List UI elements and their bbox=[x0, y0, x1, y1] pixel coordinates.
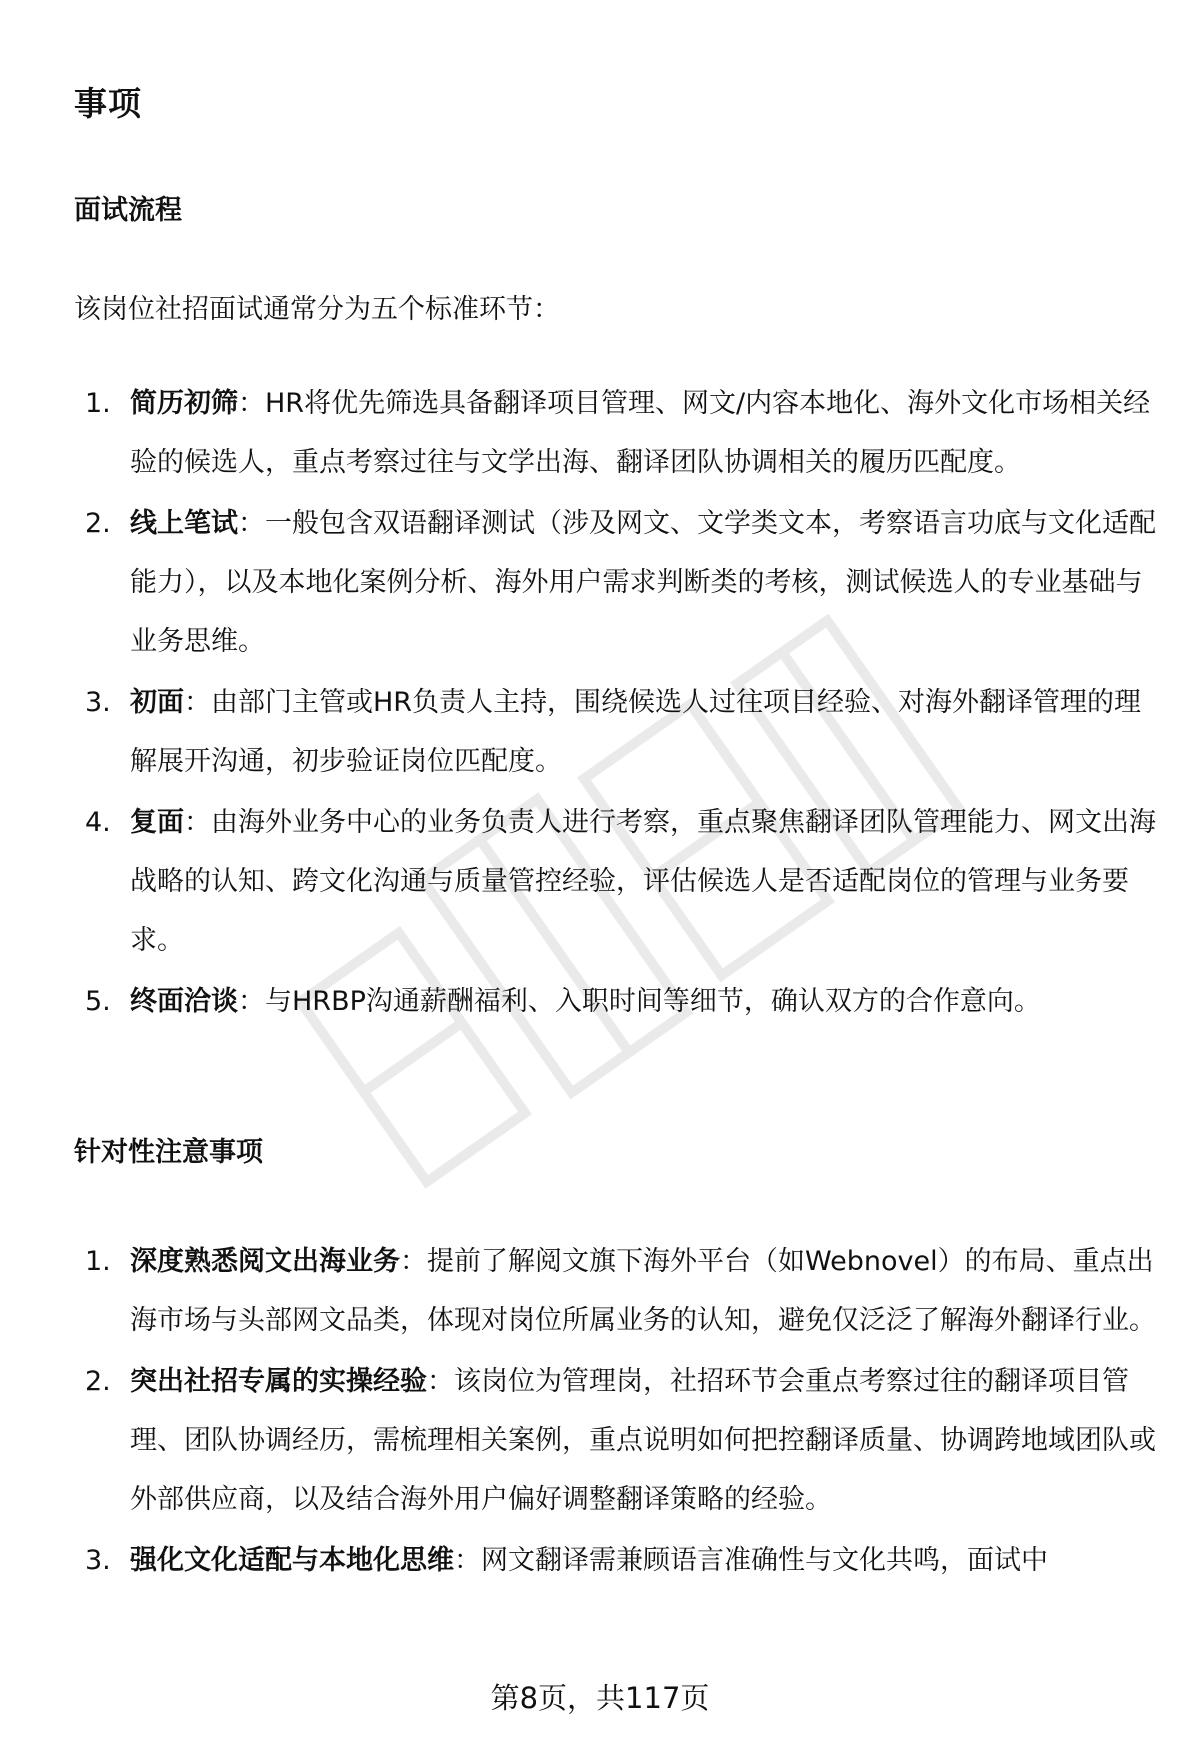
list-item bbox=[74, 793, 1164, 970]
list-text: ：HR将优先筛选具备翻译项目管理、网文/内容本地化、海外文化市场相关经验的候选人，重点考察过往与文学出海、翻译团队协调相关的履历匹配度。 bbox=[130, 388, 1151, 478]
list-item bbox=[74, 1232, 1164, 1350]
list-text: ：由海外业务中心的业务负责人进行考察，重点聚焦翻译团队管理能力、网文出海战略的认知、跨文化沟通与质量管控经验，评估候选人是否适配岗位的管理与业务要求。 bbox=[130, 807, 1156, 956]
list-number: 3. bbox=[85, 1545, 111, 1576]
list-term: 线上笔试 bbox=[130, 508, 238, 539]
list-number: 1. bbox=[85, 388, 111, 419]
list-item bbox=[74, 1531, 1164, 1590]
list-text: ：该岗位为管理岗，社招环节会重点考察过往的翻译项目管理、团队协调经历，需梳理相关案例，重点说明如何把控翻译质量、协调跨地域团队或外部供应商，以及结合海外用户偏好调整翻译策略的经验。 bbox=[130, 1366, 1156, 1515]
list-text: ：由部门主管或HR负责人主持，围绕候选人过往项目经验、对海外翻译管理的理解展开沟通，初步验证岗位匹配度。 bbox=[130, 687, 1142, 777]
list-number: 4. bbox=[85, 807, 111, 838]
section-heading-interview-process: 面试流程 bbox=[74, 195, 182, 226]
list-item bbox=[74, 374, 1164, 492]
section-intro: 该岗位社招面试通常分为五个标准环节： bbox=[74, 294, 560, 325]
list-item bbox=[74, 673, 1164, 791]
list-number: 2. bbox=[85, 508, 111, 539]
list-term: 终面洽谈 bbox=[130, 986, 238, 1017]
list-term: 突出社招专属的实操经验 bbox=[130, 1366, 427, 1397]
page-title: 事项 bbox=[74, 84, 142, 123]
list-item bbox=[74, 494, 1164, 671]
list-text: ：一般包含双语翻译测试（涉及网文、文学类文本，考察语言功底与文化适配能力），以及本地化案例分析、海外用户需求判断类的考核，测试候选人的专业基础与业务思维。 bbox=[130, 508, 1156, 657]
page-number-footer: 第8页，共117页 bbox=[490, 1681, 710, 1715]
notes-list bbox=[74, 1232, 1164, 1592]
list-item bbox=[74, 972, 1164, 1031]
interview-steps-list bbox=[74, 374, 1164, 1033]
list-text: ：网文翻译需兼顾语言准确性与文化共鸣，面试中 bbox=[454, 1545, 1048, 1576]
list-number: 2. bbox=[85, 1366, 111, 1397]
list-text: ：提前了解阅文旗下海外平台（如Webnovel）的布局、重点出海市场与头部网文品类，体现对岗位所属业务的认知，避免仅泛泛了解海外翻译行业。 bbox=[130, 1246, 1156, 1336]
list-term: 复面 bbox=[130, 807, 184, 838]
section-heading-notes: 针对性注意事项 bbox=[74, 1137, 263, 1168]
list-number: 1. bbox=[85, 1246, 111, 1277]
list-term: 初面 bbox=[130, 687, 184, 718]
list-term: 深度熟悉阅文出海业务 bbox=[130, 1246, 400, 1277]
list-term: 强化文化适配与本地化思维 bbox=[130, 1545, 454, 1576]
list-item bbox=[74, 1352, 1164, 1529]
list-number: 3. bbox=[85, 687, 111, 718]
list-text: ：与HRBP沟通薪酬福利、入职时间等细节，确认双方的合作意向。 bbox=[238, 986, 1041, 1017]
list-term: 简历初筛 bbox=[130, 388, 238, 419]
list-number: 5. bbox=[85, 986, 111, 1017]
